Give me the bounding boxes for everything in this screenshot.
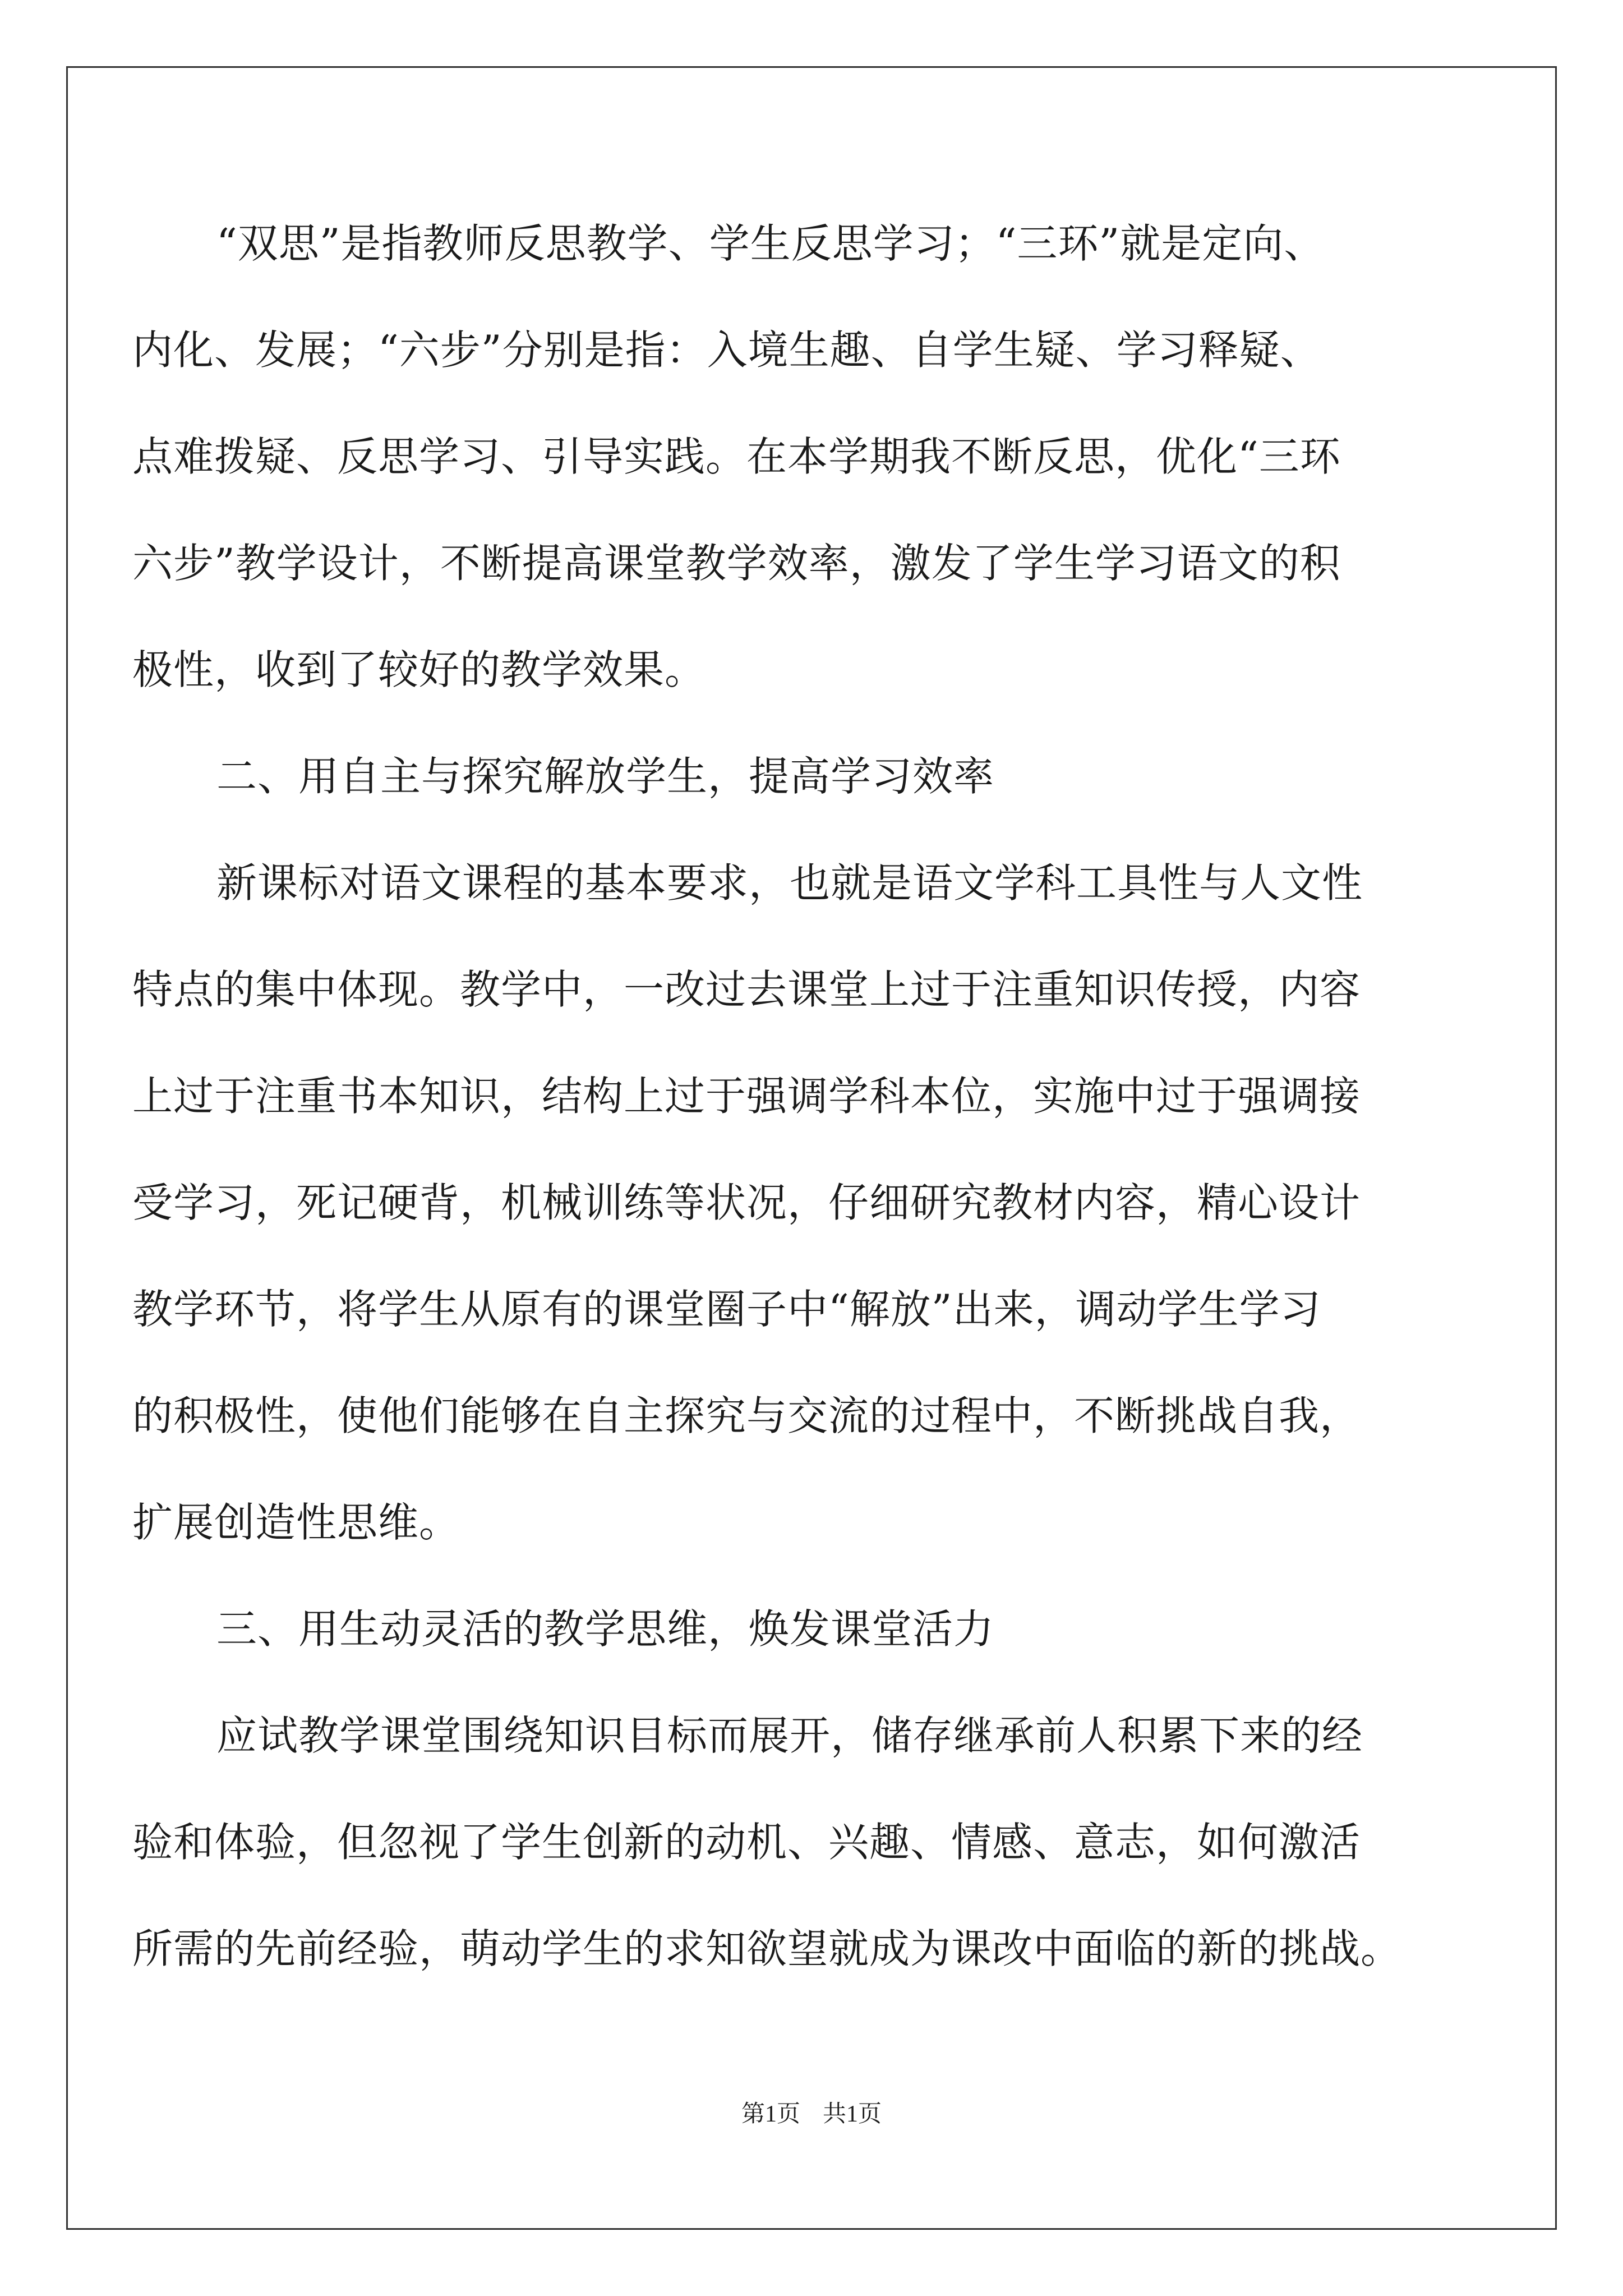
page-border — [66, 66, 1557, 2230]
text-line: 的积极性，使他们能够在自主探究与交流的过程中，不断挑战自我， — [132, 1392, 1361, 1439]
text-line: 上过于注重书本知识，结构上过于强调学科本位，实施中过于强调接 — [132, 1073, 1361, 1120]
text-line: 点难拨疑、反思学习、引导实践。在本学期我不断反思，优化“三环 — [132, 433, 1341, 480]
text-line: 极性，收到了较好的教学效果。 — [132, 646, 706, 693]
page-number-current: 第1页 — [741, 2101, 800, 2127]
text-line: 扩展创造性思维。 — [132, 1499, 460, 1546]
text-line: 教学环节，将学生从原有的课堂圈子中“解放”出来，调动学生学习 — [132, 1286, 1321, 1333]
page-number-total: 共1页 — [823, 2101, 882, 2127]
text-line: 六步”教学设计，不断提高课堂教学效率，激发了学生学习语文的积 — [132, 540, 1341, 587]
text-line: 验和体验，但忽视了学生创新的动机、兴趣、情感、意志，如何激活 — [132, 1819, 1361, 1866]
text-line: 特点的集中体现。教学中，一改过去课堂上过于注重知识传授，内容 — [132, 966, 1361, 1013]
text-line: 应试教学课堂围绕知识目标而展开，储存继承前人积累下来的经 — [216, 1712, 1363, 1759]
section-heading: 二、用自主与探究解放学生，提高学习效率 — [216, 753, 995, 800]
text-line: “双思”是指教师反思教学、学生反思学习；“三环”就是定向、 — [216, 220, 1325, 267]
page-footer — [0, 2100, 1623, 2128]
text-line: 所需的先前经验，萌动学生的求知欲望就成为课改中面临的新的挑战。 — [132, 1925, 1402, 1972]
text-line: 新课标对语文课程的基本要求，也就是语文学科工具性与人文性 — [216, 859, 1363, 907]
text-line: 受学习，死记硬背，机械训练等状况，仔细研究教材内容，精心设计 — [132, 1179, 1361, 1226]
section-heading: 三、用生动灵活的教学思维，焕发课堂活力 — [216, 1605, 995, 1653]
text-line: 内化、发展；“六步”分别是指：入境生趣、自学生疑、学习释疑、 — [132, 326, 1321, 374]
